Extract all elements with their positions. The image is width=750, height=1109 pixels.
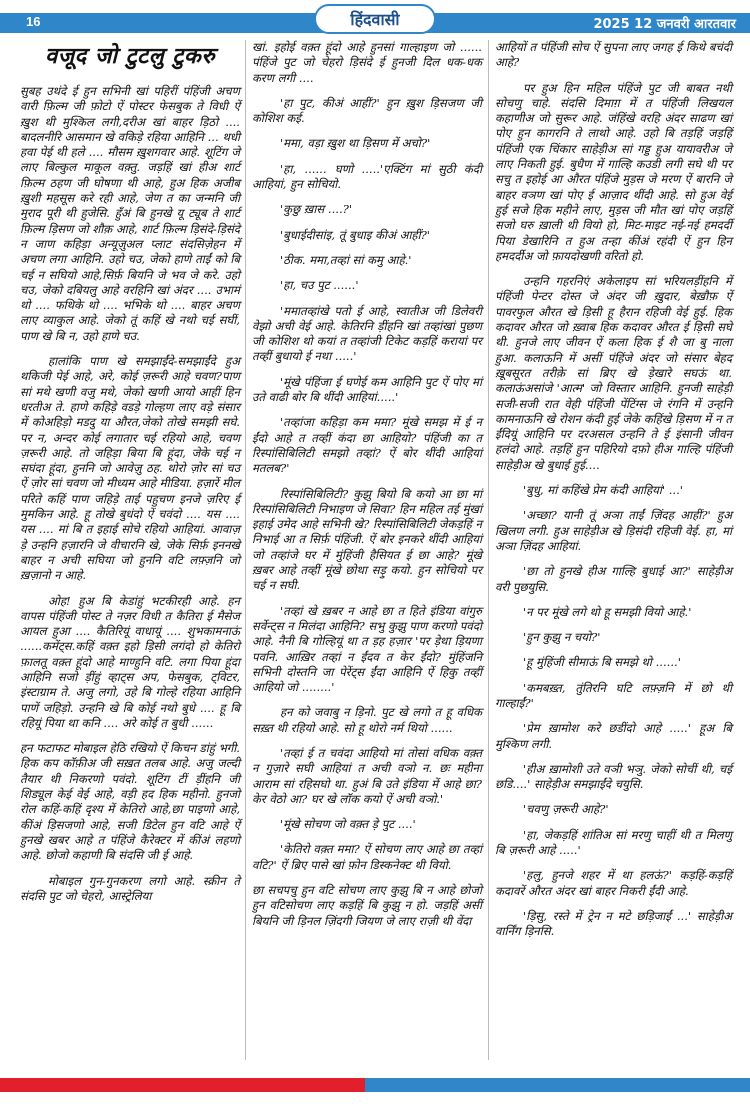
paragraph: 'बुधाईदीसांइ, तूं बुधाइ कीअं आहीं?' xyxy=(280,227,430,242)
paragraph: 'हीअ ख़ामोशी उते वञी भञु. जेको सोचीं थी, चई छडि....' साहेड़ीअ समझाईंदे चयुसि. xyxy=(495,761,732,792)
paragraph: छा सचपचु हुन वटि सोचण लाए कुझु बि न आहे छोजो हुन वटिसोचण लाए कड़हिं बि कुझु न हो. जड़हिं असीं बियनि जी ड़िनल ज़िंदगी जियण जे लाए राज़ी थी वेंदा xyxy=(252,883,482,928)
paragraph: उन्हनि गहरनिएं अकेलाइप सां भरियलड़ींहनि में पंहिंजी पेन्टर दोस्त जे अंदर जी ख़ुदार, बेख़ौफ़ ऐं पावरफुल औरत खे ड़िसी हू हैरान रहिजी वेई हुई. हिक कदावर औरत जो ख़्वाब हिक कदावर औरत ई ड़िसी सघे थी. हुनजे लाए जीवन ऐं कला हिक ई शै जा बु नाला हुआ. कलाऊनि में असीं पंहिंजे अंदर जो संसार बेहद ख़ूबसूरत तरीक़े सां ब्रिए खे ड़ेखारे सघऊं था. कलाऊंअसांजे 'आत्म' जो विस्तार आहिनि. हुनजी साहेड़ी सजी-सजी रात वेही पंहिंजी पेंटिंग्स जे रंगनि में उन्हनि कामनाऊनि खे रोशन कंदी हुई जेके कहिंखे ड़िसण में न त ईंदियूं आहिनि पर दरअसल उन्हनि ते ई इंसानी जीवन हलंदो आहे. तड़हिं हुन पहिरियो दफ़ो हीअ गाल्हि पंहिंजी साहेड़ीअ खे बुधाई हुई.... xyxy=(495,274,732,472)
column-1 xyxy=(20,40,240,914)
paragraph: 'हा, ...... घणो .....'एक्टिंग मां सुठी कंदी आहियां, हुन सोचियो. xyxy=(252,161,482,192)
paragraph: हन को जवाबु न ड़िनो. पुट खे लगो त हू वधिक सख़्त थी रहियो आहे. सो हू थोरो नर्म थियो ...... xyxy=(252,705,482,735)
paragraph: 'हलु, हुनजे शहर में था हलऊं?' कड़हिं-कड़हिं कदावरें औरत अंदर खां बाहर निकरी ईंदी आहे. xyxy=(495,868,732,898)
paragraph: 'हा, जेकड़हिं शांतिअ सां मरणु चाहीं थी त मिलणु बि ज़रूरी आहे .....' xyxy=(495,827,732,858)
paragraph: 'मूंखे पंहिंजा ई घणेई कम आहिनि पुट ऐं पोए मां उते वाढी बोर बि थींदी आहियां.....' xyxy=(252,374,482,405)
column-3 xyxy=(495,40,732,950)
paragraph: ओह! हुअ बि केडांहुं भटकीरही आहे. हन वापस पंहिंजी पोस्ट ते नज़र विधी त कैतिरा ई मैसेज आयल हुआ .... कैतिरियूं वाधायूं .... शुभकामनाऊं ......कमेंट्स.कहिं वक़्त इहो ड़िसी लगंदो हो केतिरो फ़ालतू वक़्त हूंदो आहे माण्हुनि वटि. लगा पिया हूंदा आहिनि सजो ड़ींहुं व्हाट्स अप, फेसबुक, ट्विटर, इंस्टाग्राम ते. अजु लगो, उहे बि गोल्हे रहिया आहिनि पाणें जहिड़ो. उन्हनि खे बि कोई नथो बुधे .... हू बि रहियूं पिया था कनि .... अरे कोई त बुधी ...... xyxy=(20,593,240,730)
paragraph: 'हू मुंहिंजी सीमाऊं बि समझे थो ......' xyxy=(523,655,681,670)
paragraph: 'तव्हां खे ख़बर न आहे छा त हिते इंडिया वांगुरु सर्वेन्ट्स न मिलंदा आहिनि? सभु कुझु पाण करणो पवंदो आहे. नैनी बि गोल्हियूं था त ड़ह हज़ार 'पर ड़ेथा ड़ियणा पवनि. आख़िर तव्हां न ईंदव त केर ईंदो? मुंहिंजनि सभिनी दोस्तनि जा पेरेंट्स ईंदा आहिनि ऐं हिकु तव्हीं आहियो जो ........' xyxy=(252,603,482,695)
paragraph: 'मूंखे सोचण जो वक़्त ड़े पुट ....' xyxy=(280,817,416,832)
paragraph: 'कुछु ख़ास ....?' xyxy=(280,202,353,217)
issue-date: 2025 12 जनवरी आरतवार xyxy=(593,17,736,32)
paragraph: 'अच्छा? यानी तूं अञा ताईं ज़िंदह आहीं?' हुअ खिलण लगी. हुअ साहेड़ीअ खे ड़िसंदी रहिजी वेई. हा, मां अञा ज़िंदह आहियां. xyxy=(495,508,732,553)
paragraph: मोबाइल गुन-गुनकरण लगो आहे. स्क्रीन ते संदसि पुट जो चेहरो, आस्ट्रेलिया xyxy=(20,873,240,903)
paragraph: 'ममा, वड़ा ख़ुश था ड़िसण में अचो?' xyxy=(280,136,431,151)
paragraph: 'प्रेम ख़ामोश करे छडींदो आहे .....' हूअ बि मुश्किण लगी. xyxy=(495,721,732,751)
column-divider xyxy=(245,40,246,1060)
footer-band-blue xyxy=(365,1078,750,1092)
paragraph: 'हुन कुझु न चयो?' xyxy=(523,630,601,645)
column-2 xyxy=(252,40,482,939)
paragraph: 'न पर मूंखे लगे थो हू समझी वियो आहे.' xyxy=(523,604,692,619)
page-footer xyxy=(0,1078,750,1092)
paragraph: 'ड़िसु, रस्ते में ट्रेन न मटे छड़िजाईं ...' साहेड़ीअ वार्निंग ड़िनसि. xyxy=(495,908,732,939)
paragraph: 'बुधु, मां कहिंखे प्रेम कंदी आहियां' ...' xyxy=(523,483,683,498)
column-divider xyxy=(488,40,489,1060)
paragraph: 'केतिरो वक़्त ममा? ऐं सोचण लाए आहे छा तव्हां वटि?' ऐं ब्रिए पासे खां फ़ोन डिस्कनेक्ट थी वियो. xyxy=(252,842,482,872)
page-header xyxy=(0,0,750,36)
paragraph: सुबह उथंदे ई हुन सभिनी खां पहिरीं पंहिंजी अचण वारी फ़िल्म जी फ़ोटो ऐं पोस्टर फेसबुक ते विधी ऐं ख़ुश थी मुश्किल लगी,दरीअ खां बाहर ड़िठो .... बादलनीरि आसमान खे वकिड़े रहिया आहिनि ... थधी हवा पेई थी हले .... मौसम ख़ुशगवार आहे. शूटिंग जे लाए बिल्कुल माकूल वक़्तु. जड़हिं खां हीअ शार्ट फ़िल्म ठहण जी घोषणा थी आहे, हुअ हिक अजीब ख़ुशी महसूस करे रही आहे, जेण त का जन्मनि जी मुराद पूरी थी हुजेसि. हुँअं बि हुनखे यू ट्यूब ते शार्ट फ़िल्म ड़िसण जो शौक़ आहे, शार्ट फ़िल्म ड़िसंदे-ड़िसंदे न जाण कहिड़ा अन्यूज़ुअल प्लाट संदसिज़ेहन में अचण लगा आहिनि. उहो चउ, जेको हाणे ताईं को बि चई न सघियो आहे,सिर्फ़ बियनि जे भव जे करे. उहो चउ, जेको दबियलु आहे वरहिनि खां अंदर .... उभामं थो .... फथिके थो .... भभिके थो .... बाहर अचण लाए व्याकुल आहे. जेको तूं कहिं खे नथो चई सघीं, पाण खे बि न, उहो हाणे चउ. xyxy=(20,84,241,343)
paragraph: 'चवणु ज़रूरी आहे?' xyxy=(523,802,609,817)
paragraph: पर हुअ हिन महिल पंहिंजे पुट जी बाबत नथी सोचणु चाहे. संदसि दिमाग़ में त पंहिंजी लिखयल कहाणीअ जो सुरूर आहे. जंहिंखे वरहि अंदर साढण खां पोए हुन कागरनि ते लाथो आहे. उहो बि तड़हिं जड़हिं पंहिंजी एक चिंकार साहेड़ीअ सां गड्ड हुअ यायावरीअ जे लाए निकती हुई. बुधैण में गाल्हि कउडी लगी सघे थी पर सचु त इहोई आ औरत पंहिंजे मुड़स जे मरण ऐं बारनि जे बाहर वञण खां पोए ई आज़ाद थींदी आहे. सो हुअ वेई हुई सजे हिक महीने लाए, मुड़स जी मौत खां पोए जड़हिं सजो घरु ख़ाली थी वियो हो, मिट-माइट नई-नई हमदर्दी पिया डेखारिनि त हुअ तन्हा कींअं रहंदी ऐं हुन हिन हमदर्दीअ जो फ़ायदोखणी वरितो हो. xyxy=(495,80,732,263)
article-title: वजूद जो टुटलु टुकरु xyxy=(45,44,215,69)
paragraph: 'छा तो हुनखे हीअ गाल्हि बुधाई आ?' साहेड़ीअ वरी पुछयुसि. xyxy=(495,564,732,594)
paragraph: हन फटाफट मोबाइल हेठि रखियो ऐं किचन डांहुं भगी. हिक कप कॉफ़ीअ जी सख़त तलब आहे. अजु जल्दी तैयार थी निकरणो पवंदो. शूटिंग टीं ड़ींहनि जी शिड्यूल केई वेई आहे, वड़ी हद हिक महीनो. हुनजो रोल कहिं-कहिं दृश्य में केतिरो आहे,छा पाइणो आहे, कींअं ड़िसजणो आहे, सजी डिटेल हुन वटि आहे ऐं हुनखे खबर आहे त पंहिंजे कैरेक्टर में कींअं लहणो आहे. छोजो कहाणी बि संदसि जी ई आहे. xyxy=(20,741,240,863)
paragraph: आहियों त पंहिंजी सोच ऐं सुपना लाए जगह ई किथे बचंदी आहे? xyxy=(495,40,732,70)
paragraph: रिस्पांसिबिलिटी? कुझु बियो बि कयो आ छा मां रिस्पांसिबिलिटी निभाइण जे सिवा? हिन महिल तई मुंखां इहाई उमेद आहे सभिनी खे? रिस्पांसिबिलिटी जेकड़हिं न निभाई आ त सिर्फ़ पंहिंजी. ऐं बोर इनकरे थींदी आहियां जो तव्हांजे घर में मुंहिंजी हैसियत ई छा आहे? मूंखे ख़बर आहे तव्हीं मूंखे छोथा सड़ु कयो. हुन सोचियो पर चई न सघी. xyxy=(252,486,482,593)
paragraph: 'ठीक. ममा,तव्हां सां कमु आहे.' xyxy=(280,252,412,267)
page-number: 16 xyxy=(26,14,41,29)
paragraph: 'तव्हां ई त चवंदा आहियो मां तोसां वधिक वक़्त न गुज़ारे सघी आहियां त अची वञो न. छः महीना आराम सां रहिसघो था. हुअं बि उते इंडिया में आहे छा? केर वेठो आ? घर खे लॉक कयो ऐं अची वञो.' xyxy=(252,745,482,806)
paragraph: खां. इहोई वक़्त हूंदो आहे हुनसां गाल्हाइण जो ...... पंहिंजे पुट जो चेहरो ड़िसंदे ई हुनजी दिल धक-धक करण लगी .... xyxy=(252,40,482,85)
paragraph: हालांकि पाण खे समझाईंदे-समझाईंदे हुअ थकिजी पेई आहे, अरे, कोई ज़रूरी आहे चवण?पाण सां मथे खणी वजु मथे, जेको खणी आयो आहीं हिन धरतीअ ते. हाणे कहिड़े वडड़े गोल्हण लाए वड़े संसार में कोअहिड़ो मडदु या औरत,जेको तोखे समझी सघे. पर न, अन्दर कोई लगातार चई रहियो आहे, चवण ज़रूरी आहे. तो जहिड़ा बिया बि हूंदा, जेके चई न सघंदा हूंदा, हुननि जो आवेज़ु ठह. थोरो ज़ोर सां चउ ऐं ज़ोर सां चवण जो मीध्यम आहे मीडिया. हज़ारें मील परिते कहिं पाण जहिड़े ताई पहुचण इनजे ज़रिए ई मुमकिन आहे. हू तोखे बुधंदो ऐं चवंदो .... यस .... यस .... मां बि त इहाई सोचे रहियो आहियां. आवाज़ ड़े उन्हनि हज़ारनि जे वीचारनि खे, जेके सिर्फ़ इननखे बाहर न अची सघिया जो हुननि वटि लफ़्ज़नि जो ख़ज़ानो न आहे. xyxy=(20,354,240,583)
masthead-logo: हिंदवासी xyxy=(314,4,436,34)
footer-band-red xyxy=(0,1078,365,1092)
paragraph: 'हा, चउ पुट ......' xyxy=(280,278,359,293)
paragraph: 'तव्हांजा कहिड़ा कम ममा? मूंखे समझ में ई न ईंदो आहे त तव्हीं कंदा छा आहियो? पंहिंजी का त रिस्पांसिबिलिटी समझो तव्हां? ऐं बोर थींदी आहियां मतलब?' xyxy=(252,415,482,476)
paragraph: 'हा पुट, कीअं आहीं?' हुन ख़ुश ड़िसजण जी कोशिश कई. xyxy=(252,95,482,126)
paragraph: 'ममातव्हांखे पतो ई आहे, स्वातीअ जी डिलेवरी वेझो अची वेई आहे. केतिरनि ड़ींहनि खां तव्हांखां पुछण जी कोशिश थो कयां त तव्हांजी टिकेट कड़हिं करायां पर तव्हीं बुधायो ई नथा .....' xyxy=(252,303,482,364)
paragraph: 'कमबख़्त, तुंतिरनि घटि लफ़्ज़नि में छो थी गाल्हाईं?' xyxy=(495,680,732,710)
